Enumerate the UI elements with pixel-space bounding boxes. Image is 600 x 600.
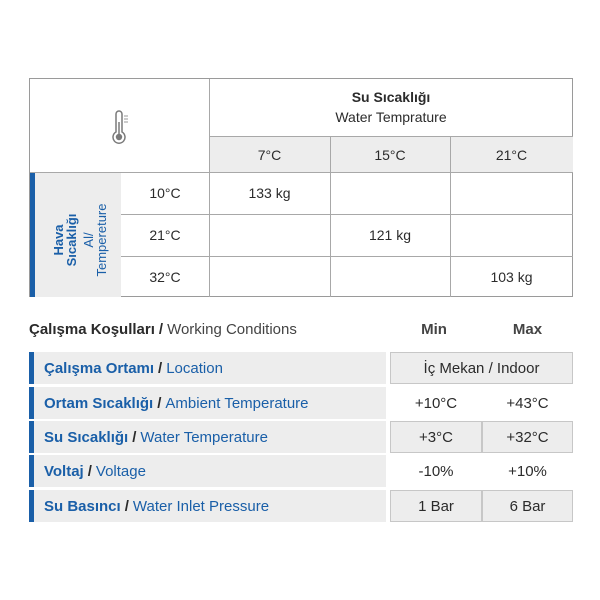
location-value: İç Mekan / Indoor <box>390 352 573 384</box>
voltage-min-value: -10% <box>418 462 454 480</box>
water-temp-header-tr <box>209 87 573 107</box>
condition-label <box>29 352 386 384</box>
label-separator: / <box>158 359 163 377</box>
water-max-value: +32°C <box>482 421 573 453</box>
value-21c-15c: 121 kg <box>368 227 412 243</box>
condition-row-voltage <box>29 455 573 487</box>
condition-label-en: Water Temperature <box>140 428 268 446</box>
label-separator: / <box>157 394 162 412</box>
label-separator: / <box>124 497 129 515</box>
max-column-header: Max <box>512 320 543 338</box>
condition-label-tr: Su Basıncı <box>44 497 121 515</box>
air-temp-label-tr-line1: Hava <box>51 224 66 256</box>
icon-cell <box>30 79 209 172</box>
pressure-max-value: 6 Bar <box>482 490 573 522</box>
value-10c-7c: 133 kg <box>248 185 291 201</box>
label-separator: / <box>132 428 137 446</box>
air-temp-accent-bar <box>30 172 35 297</box>
air-temp-label-tr <box>52 178 80 302</box>
thermometer-icon <box>109 110 131 146</box>
working-conditions-title <box>29 318 297 340</box>
condition-label <box>29 490 386 522</box>
column-header-15c: 15°C <box>374 146 406 163</box>
column-header-21c: 21°C <box>495 146 528 163</box>
condition-label-en: Location <box>166 359 223 377</box>
condition-label-en: Water Inlet Pressure <box>132 497 270 515</box>
value-32c-15c <box>330 256 450 297</box>
air-temp-label-en-line1: Al/ <box>81 232 96 248</box>
condition-label <box>29 455 386 487</box>
condition-label-tr: Ortam Sıcaklığı <box>44 394 154 412</box>
condition-label <box>29 387 386 419</box>
grid-line <box>30 172 573 173</box>
value-10c-21c <box>450 172 573 214</box>
condition-label-tr: Voltaj <box>44 462 84 480</box>
value-32c-7c <box>209 256 330 297</box>
row-header-21c: 21°C <box>149 227 181 243</box>
condition-label-tr: Su Sıcaklığı <box>44 428 129 446</box>
condition-row-pressure <box>29 490 573 522</box>
air-temp-label-en <box>82 178 110 302</box>
condition-label-en: Voltage <box>95 462 146 480</box>
row-header-10c: 10°C <box>149 185 181 201</box>
condition-label-en: Ambient Temperature <box>165 394 309 412</box>
row-header-32c: 32°C <box>149 268 181 285</box>
condition-label <box>29 421 386 453</box>
water-temp-title-en: Water Temprature <box>335 109 447 125</box>
working-conditions-title-tr: Çalışma Koşulları <box>29 320 155 338</box>
grid-line <box>121 256 573 257</box>
air-temp-label-tr-line2: Sıcaklığı <box>64 213 79 267</box>
pressure-min-value: 1 Bar <box>390 490 482 522</box>
value-10c-15c <box>330 172 450 214</box>
ambient-max-value: +43°C <box>506 394 549 412</box>
condition-label-tr: Çalışma Ortamı <box>44 359 155 377</box>
working-conditions-title-en: Working Conditions <box>167 320 297 338</box>
value-21c-7c <box>209 214 330 256</box>
grid-line <box>121 214 573 215</box>
grid-line <box>209 136 573 137</box>
column-header-7c: 7°C <box>257 146 282 163</box>
condition-row-water <box>29 421 573 453</box>
ambient-min-value: +10°C <box>414 394 458 412</box>
min-column-header: Min <box>421 320 447 338</box>
value-32c-21c: 103 kg <box>490 268 533 285</box>
grid-line <box>450 136 451 297</box>
water-temp-title-tr: Su Sıcaklığı <box>351 89 431 105</box>
condition-row-ambient <box>29 387 573 419</box>
condition-row-location <box>29 352 573 384</box>
value-21c-21c <box>450 214 573 256</box>
grid-line <box>330 136 331 297</box>
working-conditions-header <box>29 318 573 340</box>
capacity-table <box>29 78 573 297</box>
water-min-value: +3°C <box>390 421 482 453</box>
voltage-max-value: +10% <box>508 462 547 480</box>
water-temp-header-en <box>209 107 573 127</box>
grid-line <box>209 79 210 297</box>
air-temp-label-en-line2: Tempereture <box>94 203 109 277</box>
title-separator: / <box>158 320 164 338</box>
label-separator: / <box>87 462 92 480</box>
